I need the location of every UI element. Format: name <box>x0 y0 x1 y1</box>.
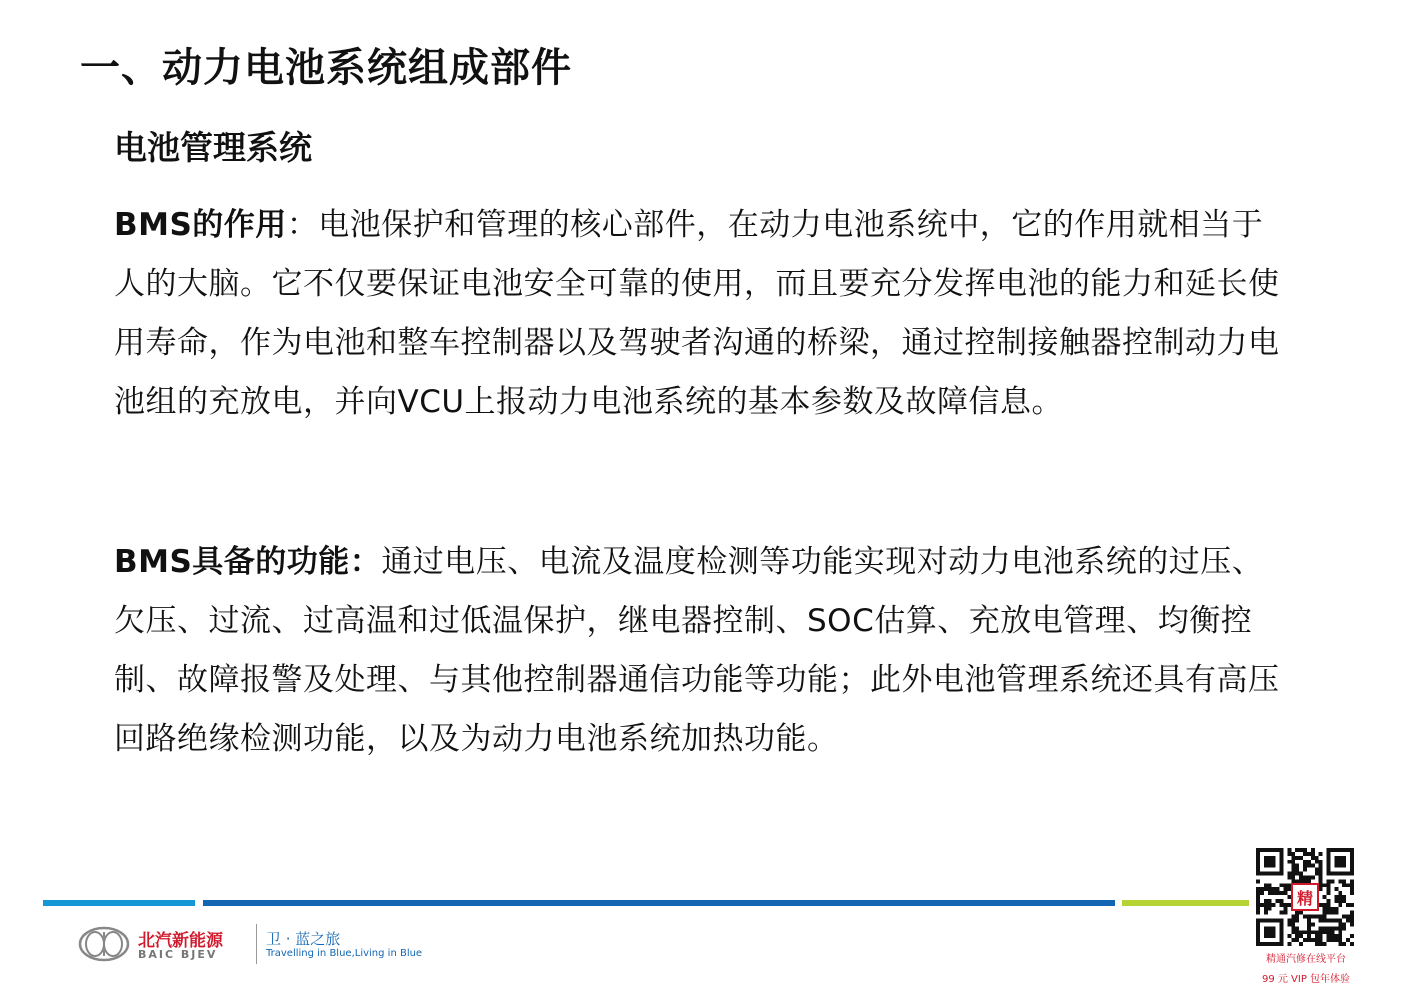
baic-emblem-icon <box>78 926 130 962</box>
slide-title: 一、动力电池系统组成部件 <box>80 45 572 91</box>
footer-bar-green <box>1122 900 1249 906</box>
brand-name-cn: 北汽新能源 <box>138 931 223 951</box>
paragraph-label: BMS的作用 <box>114 207 287 243</box>
footer-bar-light-blue <box>43 900 195 906</box>
footer-bar-blue <box>203 900 1115 906</box>
slogan-cn: 卫 · 蓝之旅 <box>266 930 341 948</box>
paragraph-bms-functions <box>114 533 1294 769</box>
paragraph-bms-role <box>114 196 1294 432</box>
brand-name-en: BAIC BJEV <box>138 948 218 961</box>
paragraph-label: BMS具备的功能： <box>114 544 382 580</box>
watermark-caption-1: 精通汽修在线平台 <box>1266 954 1346 965</box>
paragraph-text: 通过电压、电流及温度检测等功能实现对动力电池系统的过压、欠压、过流、过高温和过低温保护，继电器控制、SOC估算、充放电管理、均衡控制、故障报警及处理、与其他控制器通信功能等功能；此外电池管理系统还具有高压回路绝缘检测功能，以及为动力电池系统加热功能。 <box>114 544 1280 757</box>
slogan-en: Travelling in Blue,Living in Blue <box>266 948 423 959</box>
section-subtitle: 电池管理系统 <box>114 128 312 167</box>
watermark-caption-2: 99 元 VIP 包年体验 <box>1261 974 1351 985</box>
paragraph-text: ：电池保护和管理的核心部件，在动力电池系统中，它的作用就相当于人的大脑。它不仅要保证电池安全可靠的使用，而且要充分发挥电池的能力和延长使用寿命，作为电池和整车控制器以及驾驶者沟通的桥梁，通过控制接触器控制动力电池组的充放电，并向VCU上报动力电池系统的基本参数及故障信息。 <box>114 207 1280 420</box>
watermark-stamp: 精 <box>1291 883 1319 911</box>
logo-divider <box>256 924 257 964</box>
